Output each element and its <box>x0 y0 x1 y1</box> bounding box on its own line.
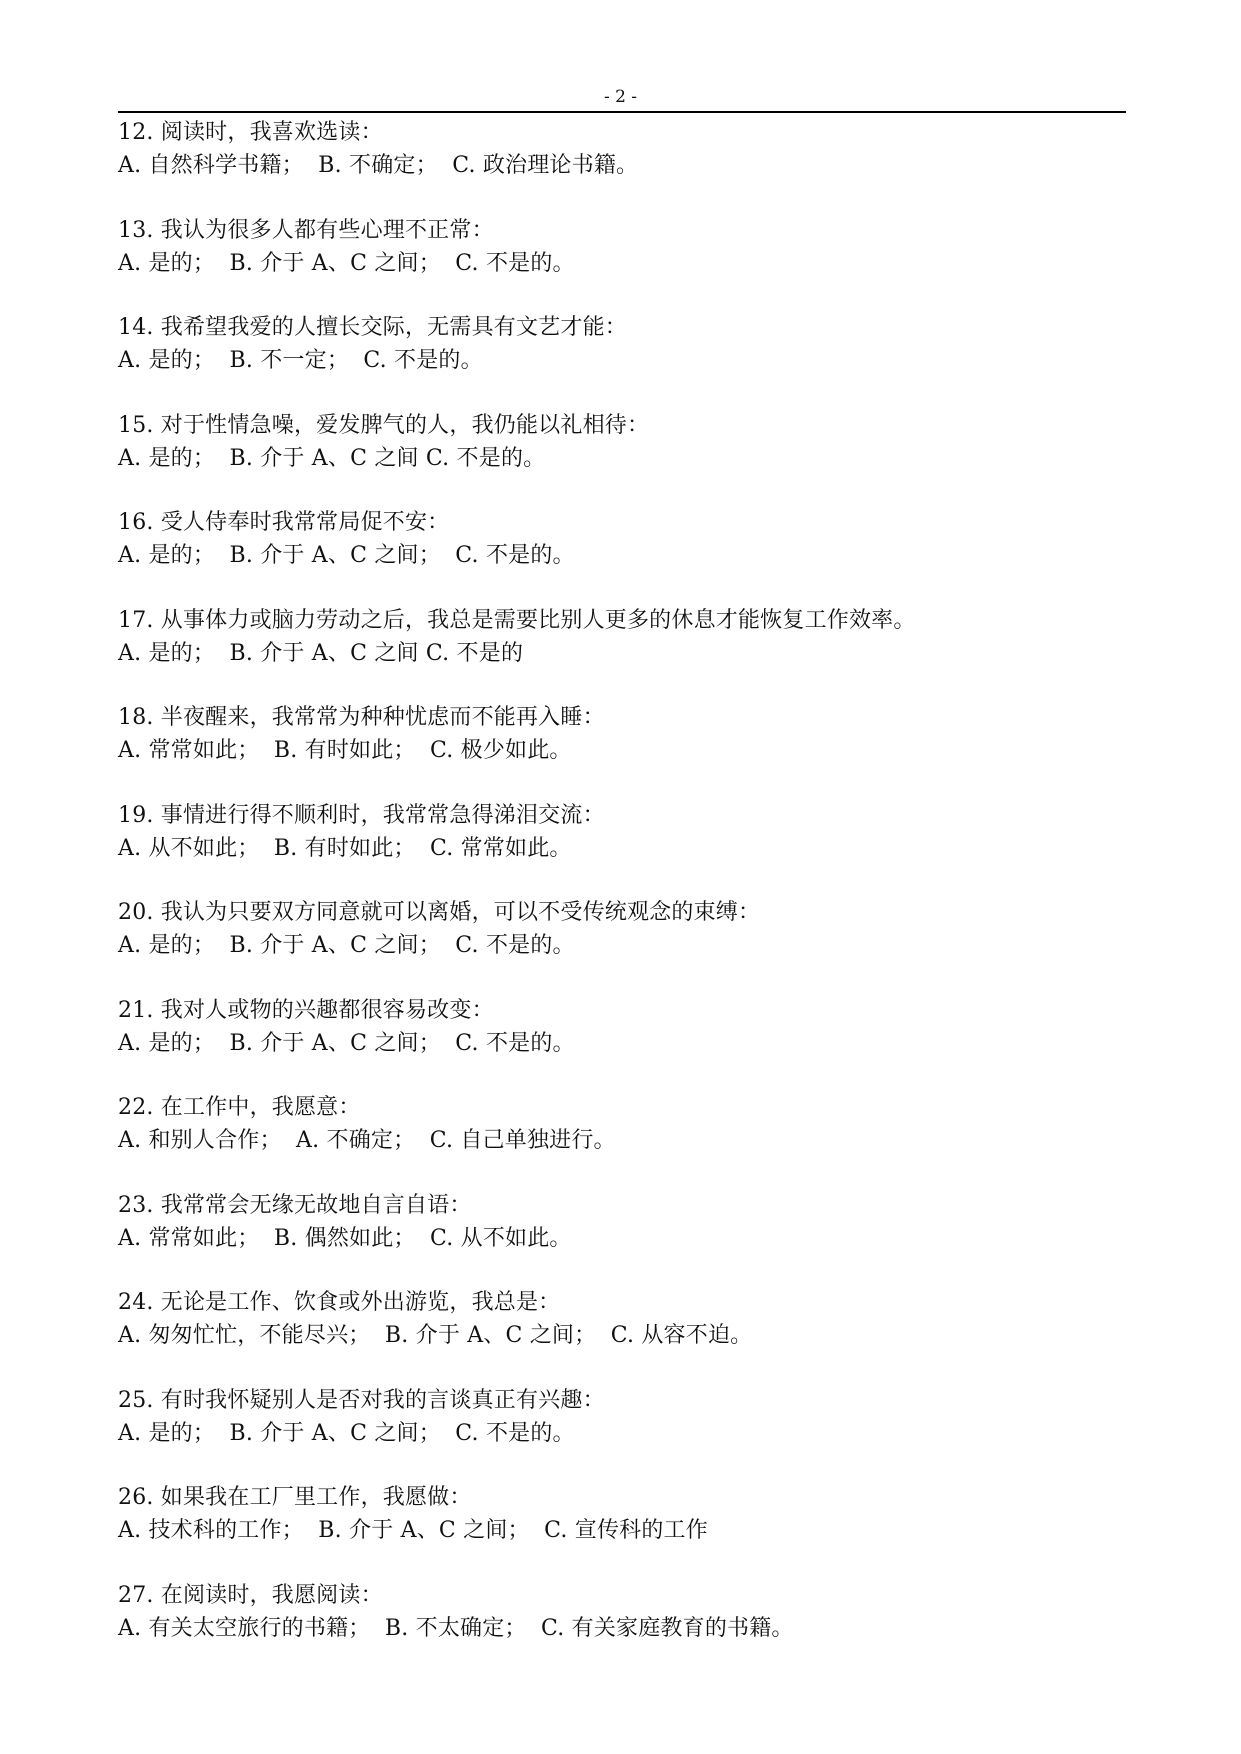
question-text: 12. 阅读时，我喜欢选读： <box>118 120 383 145</box>
header-rule <box>118 111 1126 113</box>
question-text: 22. 在工作中，我愿意： <box>118 1095 361 1120</box>
question-options: A. 是的； B. 介于 A、C 之间； C. 不是的。 <box>118 1030 575 1056</box>
question-options: A. 是的； B. 介于 A、C 之间； C. 不是的。 <box>118 250 575 276</box>
question-options: A. 技术科的工作； B. 介于 A、C 之间； C. 宣传科的工作 <box>118 1518 708 1543</box>
question-18 <box>118 701 1128 799</box>
question-text: 23. 我常常会无缘无故地自言自语： <box>118 1192 472 1218</box>
question-text: 16. 受人侍奉时我常常局促不安： <box>118 510 450 535</box>
question-text: 26. 如果我在工厂里工作，我愿做： <box>118 1485 472 1510</box>
question-text: 27. 在阅读时，我愿阅读： <box>118 1582 383 1608</box>
question-options: A. 自然科学书籍； B. 不确定； C. 政治理论书籍。 <box>118 153 639 178</box>
question-options: A. 和别人合作； A. 不确定； C. 自己单独进行。 <box>118 1128 616 1153</box>
question-options: A. 从不如此； B. 有时如此； C. 常常如此。 <box>118 835 572 861</box>
question-14 <box>118 311 1128 409</box>
question-15 <box>118 409 1128 507</box>
question-23 <box>118 1189 1128 1287</box>
question-list <box>118 116 1128 1676</box>
question-text: 25. 有时我怀疑别人是否对我的言谈真正有兴趣： <box>118 1387 605 1413</box>
question-text: 24. 无论是工作、饮食或外出游览，我总是： <box>118 1290 561 1315</box>
question-17 <box>118 604 1128 702</box>
question-text: 20. 我认为只要双方同意就可以离婚，可以不受传统观念的束缚： <box>118 900 761 925</box>
question-25 <box>118 1384 1128 1482</box>
question-options: A. 是的； B. 介于 A、C 之间 C. 不是的 <box>118 640 524 666</box>
question-text: 18. 半夜醒来，我常常为种种忧虑而不能再入睡： <box>118 705 605 730</box>
question-19 <box>118 799 1128 897</box>
question-options: A. 是的； B. 不一定； C. 不是的。 <box>118 348 483 373</box>
question-21 <box>118 994 1128 1092</box>
question-20 <box>118 896 1128 994</box>
question-options: A. 是的； B. 介于 A、C 之间； C. 不是的。 <box>118 933 575 958</box>
question-26 <box>118 1481 1128 1579</box>
question-text: 15. 对于性情急噪，爱发脾气的人，我仍能以礼相待： <box>118 412 650 438</box>
question-22 <box>118 1091 1128 1189</box>
question-text: 13. 我认为很多人都有些心理不正常： <box>118 217 494 243</box>
question-options: A. 常常如此； B. 偶然如此； C. 从不如此。 <box>118 1225 572 1251</box>
question-options: A. 是的； B. 介于 A、C 之间； C. 不是的。 <box>118 543 575 568</box>
question-options: A. 是的； B. 介于 A、C 之间 C. 不是的。 <box>118 445 546 471</box>
question-27 <box>118 1579 1128 1677</box>
question-options: A. 有关太空旅行的书籍； B. 不太确定； C. 有关家庭教育的书籍。 <box>118 1615 794 1641</box>
question-text: 21. 我对人或物的兴趣都很容易改变： <box>118 997 494 1023</box>
question-text: 19. 事情进行得不顺利时，我常常急得涕泪交流： <box>118 802 605 828</box>
question-text: 14. 我希望我爱的人擅长交际，无需具有文艺才能： <box>118 315 627 340</box>
question-text: 17. 从事体力或脑力劳动之后，我总是需要比别人更多的休息才能恢复工作效率。 <box>118 607 916 633</box>
question-24 <box>118 1286 1128 1384</box>
page-number: - 2 - <box>603 87 638 107</box>
question-16 <box>118 506 1128 604</box>
question-options: A. 是的； B. 介于 A、C 之间； C. 不是的。 <box>118 1420 575 1446</box>
question-options: A. 常常如此； B. 有时如此； C. 极少如此。 <box>118 738 572 763</box>
question-options: A. 匆匆忙忙，不能尽兴； B. 介于 A、C 之间； C. 从容不迫。 <box>118 1323 753 1348</box>
question-12 <box>118 116 1128 214</box>
question-13 <box>118 214 1128 312</box>
